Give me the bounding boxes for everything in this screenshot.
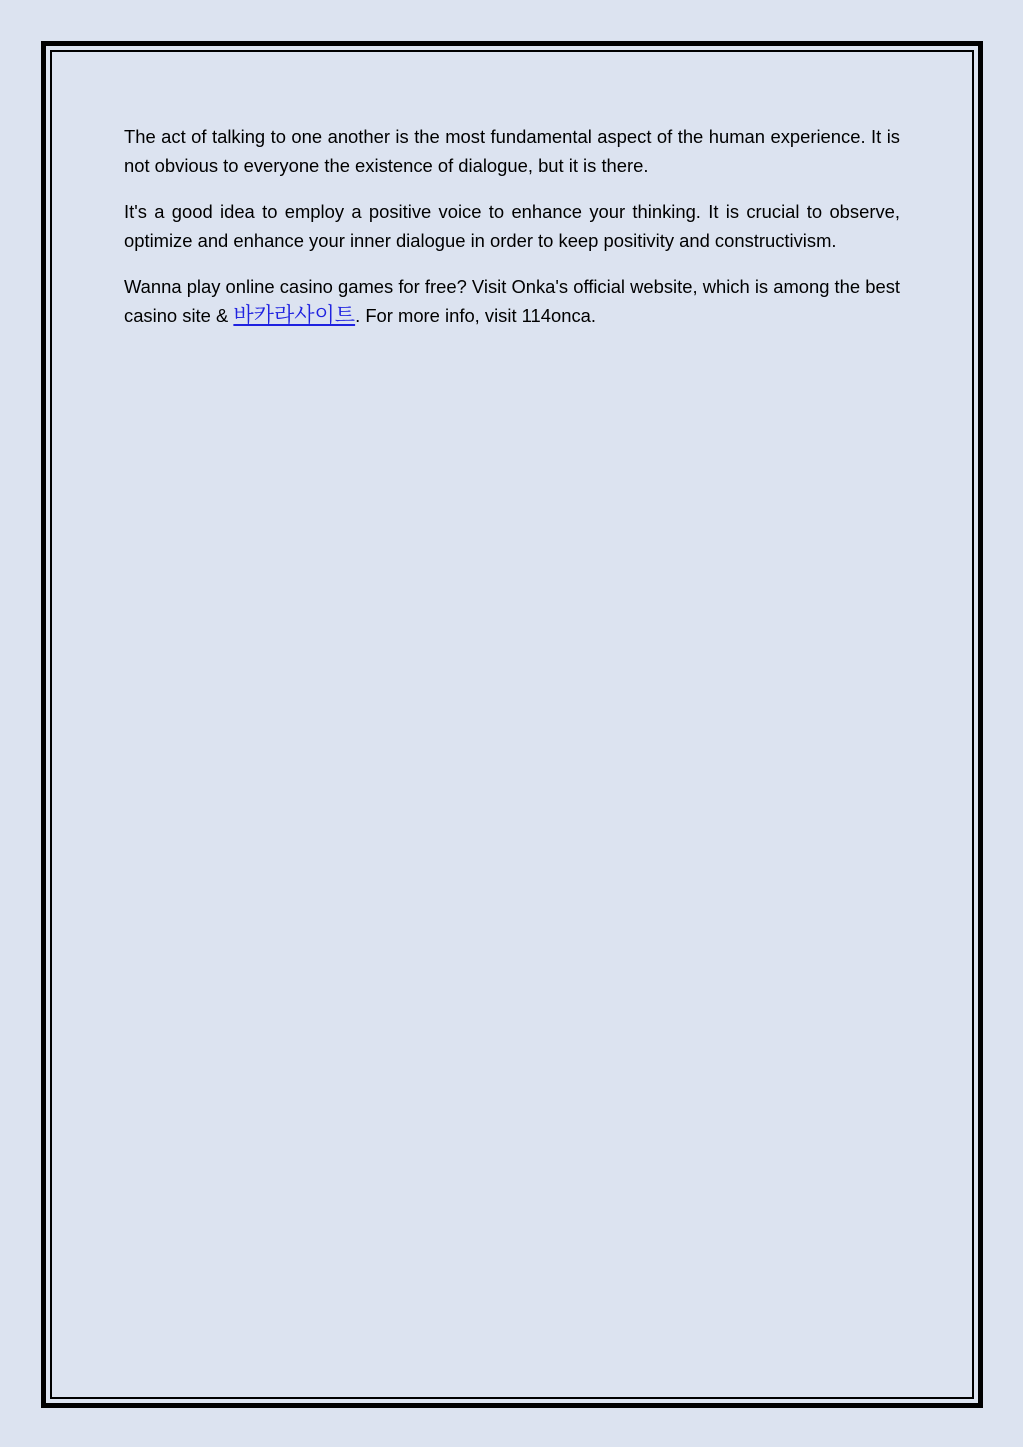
paragraph-positive-voice: It's a good idea to employ a positive voice to enhance your thinking. It is crucial to observe, optimize and enhance your inner dialogue in order to keep positivity and constructivism.: [124, 201, 900, 251]
paragraph-casino: [124, 272, 900, 330]
paragraph-casino-text-before: Wanna play online casino games for free? Visit Onka's official website, which is among the best casino site &: [124, 276, 900, 326]
paragraph-dialogue: The act of talking to one another is the most fundamental aspect of the human experience. It is not obvious to everyone the existence of dialogue, but it is there.: [124, 126, 900, 176]
baccarat-site-link[interactable]: 바카라사이트: [233, 303, 356, 327]
paragraph-casino-text-after: . For more info, visit 114onca.: [355, 305, 596, 326]
document-body: [124, 122, 900, 347]
